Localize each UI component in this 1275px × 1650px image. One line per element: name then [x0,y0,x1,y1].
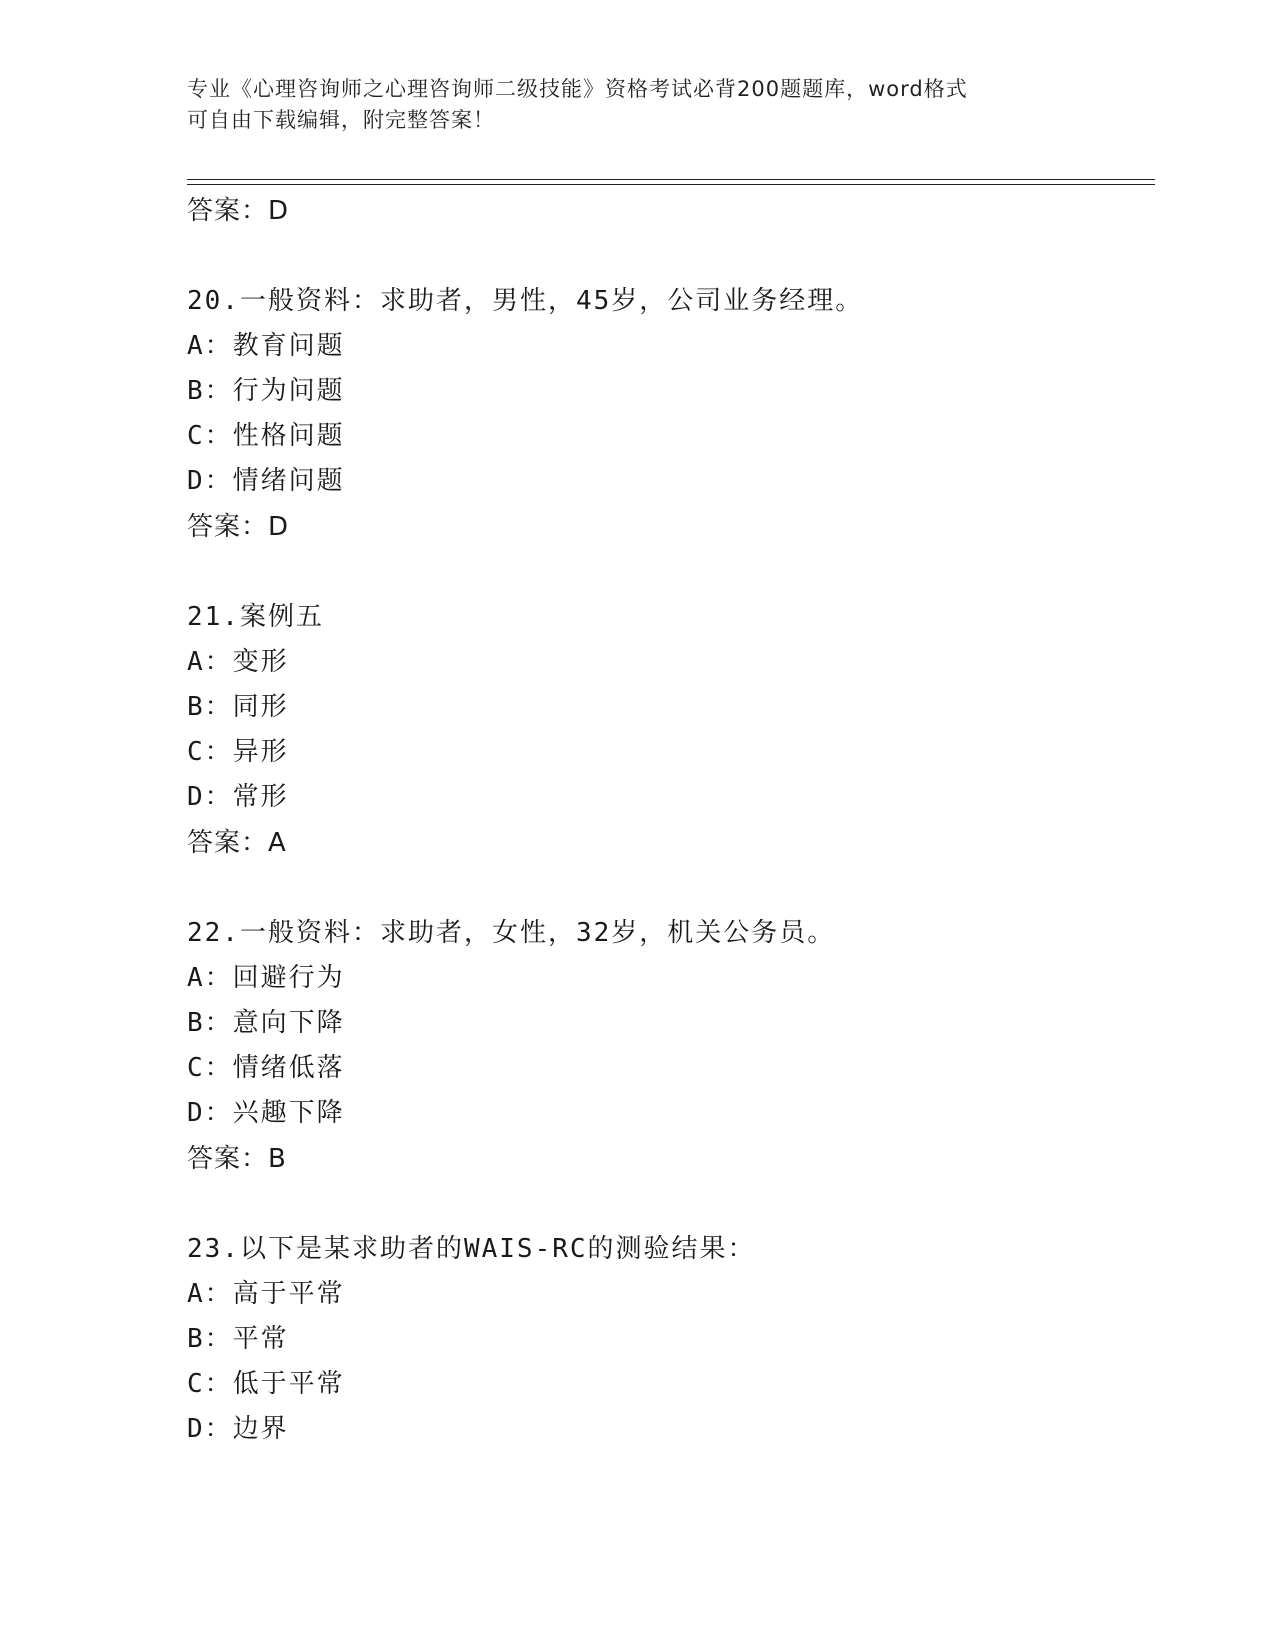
header-line-2: 可自由下载编辑，附完整答案！ [187,108,495,132]
question-stem: 22.一般资料：求助者，女性，32岁，机关公务员。 [187,918,836,948]
header-divider-top [187,179,1155,180]
option-a: A：回避行为 [187,963,345,993]
document-header [187,74,1087,136]
header-divider-bottom [187,184,1155,185]
question-stem: 20.一般资料：求助者，男性，45岁，公司业务经理。 [187,286,864,316]
answer-line: 答案：A [187,828,287,858]
option-c: C：性格问题 [187,421,345,451]
option-b: B：行为问题 [187,376,345,406]
option-a: A：高于平常 [187,1279,345,1309]
option-a: A：教育问题 [187,331,345,361]
answer-line: 答案：B [187,1144,287,1174]
option-b: B：同形 [187,692,289,722]
option-d: D：边界 [187,1414,289,1444]
question-stem: 23.以下是某求助者的WAIS-RC的测验结果： [187,1234,756,1264]
option-d: D：情绪问题 [187,466,345,496]
answer-line: 答案：D [187,196,290,226]
option-c: C：低于平常 [187,1369,345,1399]
answer-line: 答案：D [187,512,290,542]
header-line-1: 专业《心理咨询师之心理咨询师二级技能》资格考试必背200题题库，word格式 [187,77,968,101]
option-b: B：意向下降 [187,1008,345,1038]
option-c: C：情绪低落 [187,1053,345,1083]
option-c: C：异形 [187,737,289,767]
option-a: A：变形 [187,647,289,677]
question-stem: 21.案例五 [187,602,324,632]
option-d: D：常形 [187,782,289,812]
option-b: B：平常 [187,1324,289,1354]
option-d: D：兴趣下降 [187,1098,345,1128]
